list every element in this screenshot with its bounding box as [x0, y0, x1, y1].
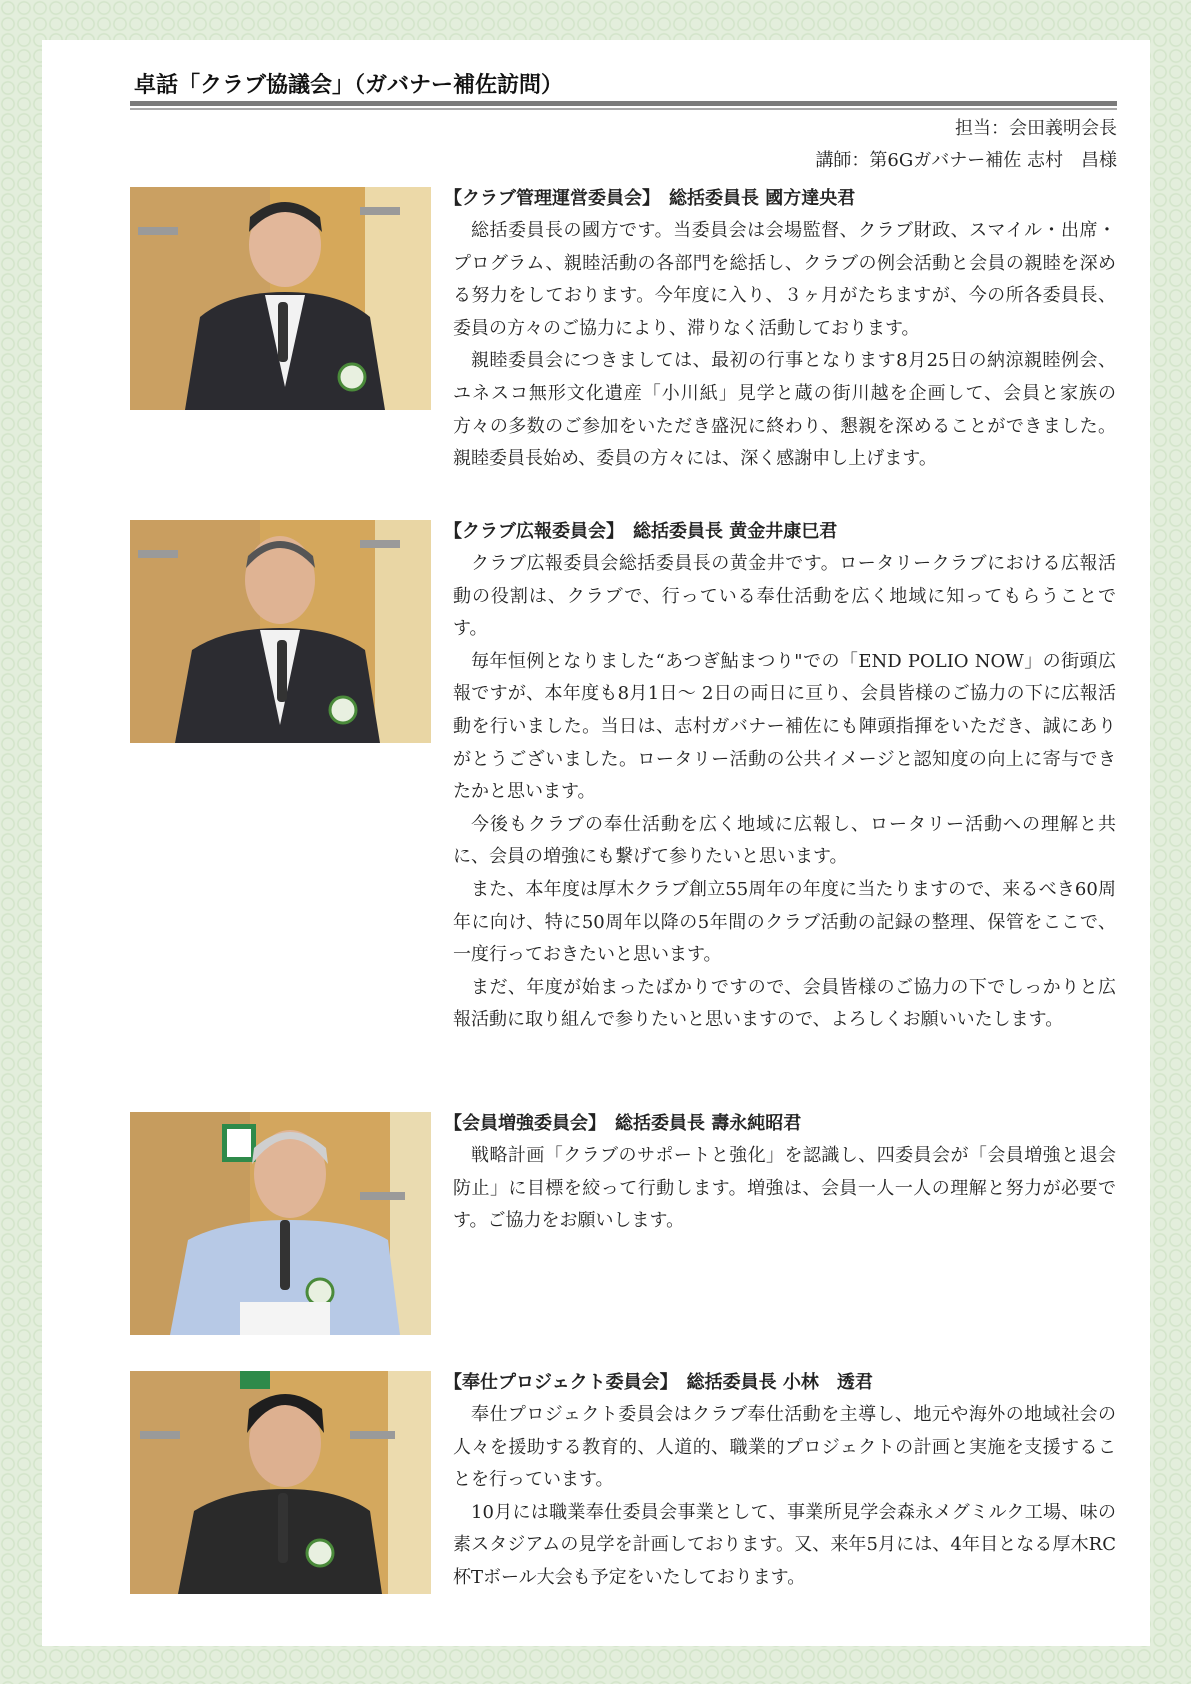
section-service-projects — [444, 1371, 1116, 1595]
section-heading: 【クラブ広報委員会】 総括委員長 黄金井康巳君 — [444, 521, 838, 542]
section-paragraph: 総括委員長の國方です。当委員会は会場監督、クラブ財政、スマイル・出席・プログラム、親睦活動の各部門を総括し、クラブの例会活動と会員の親睦を深める努力をしております。今年度に入り、３ヶ月がたちますが、今の所各委員長、委員の方々のご協力により、滞りなく活動しております。 — [453, 220, 1116, 339]
section-paragraph: 親睦委員会につきましては、最初の行事となります8月25日の納涼親睦例会、ユネスコ無形文化遺産「小川紙」見学と蔵の街川越を企画して、会員と家族の方々の多数のご参加をいただき盛況に終わり、懇親を深めることができました。親睦委員長始め、委員の方々には、深く感謝申し上げます。 — [453, 350, 1116, 470]
section-club-public-relations — [444, 520, 1116, 1037]
section-club-administration — [444, 187, 1116, 476]
section-paragraph: 10月には職業奉仕委員会事業として、事業所見学会森永メグミルク工場、味の素スタジアムの見学を計画しております。又、来年5月には、4年目となる厚木RC杯Tボール大会も予定をいたしております。 — [453, 1501, 1116, 1588]
section-paragraph: 戦略計画「クラブのサポートと強化」を認識し、四委員会が「会員増強と退会防止」に目標を絞って行動します。増強は、会員一人一人の理解と努力が必要です。ご協力をお願いします。 — [453, 1145, 1116, 1232]
section-paragraph: 今後もクラブの奉仕活動を広く地域に広報し、ロータリー活動への理解と共に、会員の増強にも繋げて参りたいと思います。 — [453, 813, 1116, 868]
page-title: 卓話「クラブ協議会」（ガバナー補佐訪問） — [134, 73, 564, 98]
title-rule-thin — [130, 108, 1117, 110]
speaker-photo-koganei — [130, 520, 431, 743]
section-heading: 【クラブ管理運営委員会】 総括委員長 國方達央君 — [444, 188, 856, 209]
credit-speaker: 講師：第6Gガバナー補佐 志村 昌様 — [815, 150, 1117, 171]
section-paragraph: クラブ広報委員会総括委員長の黄金井です。ロータリークラブにおける広報活動の役割は、クラブで、行っている奉仕活動を広く地域に知ってもらうことです。 — [453, 553, 1116, 640]
section-heading: 【奉仕プロジェクト委員会】 総括委員長 小林 透君 — [444, 1372, 873, 1393]
speaker-photo-kunikata — [130, 187, 431, 410]
section-paragraph: 毎年恒例となりました“あつぎ鮎まつり"での「END POLIO NOW」の街頭広報ですが、本年度も8月1日～ 2日の両日に亘り、会員皆様のご協力の下に広報活動を行いました。当日は、志村ガバナー補佐にも陣頭指揮をいただき、誠にありがとうございました。ロータリー活動の公共イメージと認知度の向上に寄与できたかと思います。 — [453, 650, 1116, 803]
section-membership-development — [444, 1112, 1116, 1238]
title-rule — [130, 101, 1117, 106]
section-paragraph: まだ、年度が始まったばかりですので、会員皆様のご協力の下でしっかりと広報活動に取り組んで参りたいと思いますので、よろしくお願いいたします。 — [453, 976, 1116, 1031]
document-page — [42, 40, 1150, 1646]
section-paragraph: 奉仕プロジェクト委員会はクラブ奉仕活動を主導し、地元や海外の地域社会の人々を援助する教育的、人道的、職業的プロジェクトの計画と実施を支援することを行っています。 — [453, 1404, 1116, 1491]
speaker-photo-kobayashi — [130, 1371, 431, 1594]
section-heading: 【会員増強委員会】 総括委員長 壽永純昭君 — [444, 1113, 802, 1134]
speaker-photo-jyunaga — [130, 1112, 431, 1335]
section-paragraph: また、本年度は厚木クラブ創立55周年の年度に当たりますので、来るべき60周年に向け、特に50周年以降の5年間のクラブ活動の記録の整理、保管をここで、一度行っておきたいと思います。 — [453, 878, 1116, 966]
credit-organizer: 担当：会田義明会長 — [955, 118, 1117, 139]
